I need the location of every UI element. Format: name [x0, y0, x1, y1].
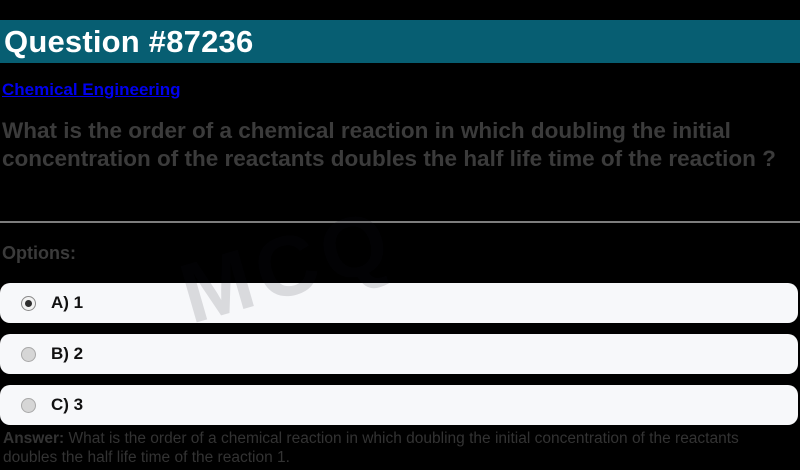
divider: [0, 221, 800, 223]
option-label: B) 2: [51, 344, 84, 363]
option-row-B[interactable]: [0, 334, 798, 374]
radio-icon[interactable]: [21, 398, 36, 413]
question-text: What is the order of a chemical reaction in which doubling the initial concentration of the reactants doubles the half life time of the reaction ?: [2, 118, 776, 171]
radio-icon[interactable]: [21, 347, 36, 362]
radio-selected-icon[interactable]: [21, 296, 36, 311]
option-row-C[interactable]: [0, 385, 798, 425]
answer-prefix: Answer:: [3, 430, 69, 447]
answer-text: [3, 429, 795, 467]
category-link[interactable]: Chemical Engineering: [2, 80, 181, 99]
options-label: Options:: [2, 243, 76, 263]
option-row-A[interactable]: [0, 283, 798, 323]
question-header: [0, 20, 800, 63]
option-label: C) 3: [51, 395, 84, 414]
answer-body: What is the order of a chemical reaction in which doubling the initial concentration of the reactants doubles the half life time of the reaction 1.: [3, 430, 739, 466]
option-label: A) 1: [51, 293, 84, 312]
watermark: MCQ: [170, 191, 405, 343]
options-list: [0, 283, 798, 436]
question-title: Question #87236: [4, 23, 254, 59]
